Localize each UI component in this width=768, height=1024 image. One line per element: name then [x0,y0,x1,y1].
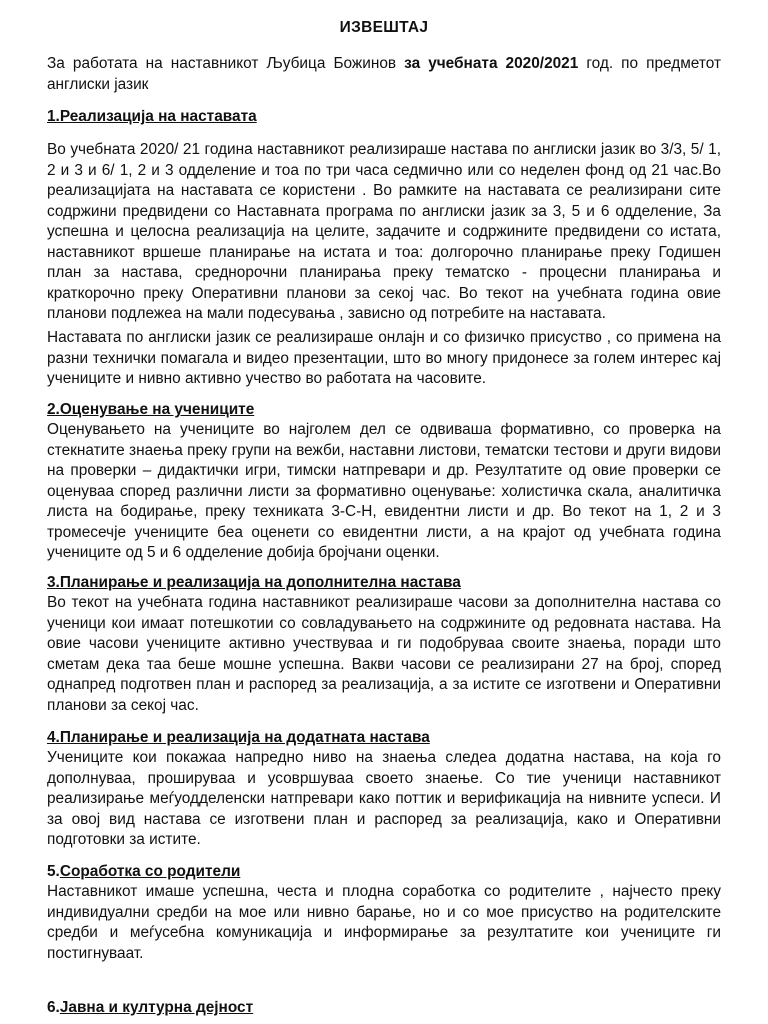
section-6-number: 6. [47,999,60,1016]
section-4-heading: 4.Планирање и реализација на додатната настава [47,729,430,746]
section-1-paragraph-2: Наставата по англиски јазик се реализираше онлајн и со физичко присуство , со примена на разни технички помагала и видео презентации, што во многу придонесе за голем интерес кај учениците и нивно активно учество во работата на часовите. [47,329,721,387]
section-2-heading: 2.Оценување на учениците [47,401,255,418]
section-1-paragraph-1: Во учебната 2020/ 21 година наставникот реализираше настава по англиски јазик во 3/3, 5/ 1, 2 и 3 и 6/ 1, 2 и 3 одделение и тоа по три часа седмично или со неделен фонд од 21 час.Во реализацијата на наставата се користени . Во рамките на наставата се реализирани сите содржини предвидени со Наставната програма по англиски јазик за 3, 5 и 6 одделение, За успешна и целосна реализација на целите, задачите и содржините предвидени со истата, наставникот вршеше планирање на истата и тоа: долгорочно планирање преку Годишен план за настава, среднорочни планирања преку тематско - процесни планирања и краткорочно преку Оперативни планови за секој час. Во текот на учебната година овие планови подлежеа на мали подесувања , зависно од потребите на наставата. [47,141,721,322]
section-6-title: Јавна и културна дејност [59,999,254,1016]
intro-suffix: год. по предметот англиски јазик [47,55,721,93]
section-5-title: Соработка со родители [59,863,241,880]
section-6-heading [47,998,721,1019]
section-5-number: 5. [47,863,60,880]
section-4-paragraph: Учениците кои покажаа напредно ниво на знаења следеа додатна настава, на која го дополнуваа, проширувaa и усовршуваа своето знаење. Со тие ученици наставникот реализирање меѓуодделенски натпревари како поттик и верификација на нивните успеси. И за овој вид настава се изготвени план и распоред за реализација, како и Оперативни подготовки за истите. [47,749,721,848]
intro-school-year: за учебната 2020/2021 [404,55,579,72]
section-3-paragraph: Во текот на учебната година наставникот реализираше часови за дополнителна настава со ученици кои имаат потешкотии со совладувањето на содржините од редовната настава. На овие часови учениците активно учествуваа и ги подобруваа своите знаења, поради што сметам дека таа беше мошне успешна. Вакви часови се реализирани 27 на број, според однапред подготвен план и распоред за реализација, а за истите се изготвени и Оперативни планови за секој час. [47,594,721,714]
intro-paragraph [47,54,721,95]
section-3-heading: 3.Планирање и реализација на дополнителна настава [47,574,461,591]
intro-prefix: За работата на наставникот Љубица Божинов [47,55,405,72]
section-5-paragraph: Наставникот имаше успешна, честа и плодна соработка со родителите , најчесто преку индивидуални средби на мое или нивно барање, но и со мое присуство на родителските средби и меѓусебна комуникација и информирање за резултатите кои учениците ги постигнуваат. [47,883,721,962]
section-5-heading [47,862,721,883]
section-2-paragraph: Оценувањето на учениците во најголем дел се одвиваша формативно, со проверка на стекнатите знаења преку групи на вежби, наставни листови, тематски тестови и други видови на проверки – дидактички игри, тимски натпревари и др. Резултатите од овие проверки се оценуваа според различни листи за формативно оценување: холистичка скала, аналитичка листа на бодирање, преку техниката 3-С-Н, евидентни листи и др. Во текот на 1, 2 и 3 тромесечје учениците беа оценети со евидентни листи, а на крајот од учебната година учениците од 5 и 6 одделение добија бројчани оценки. [47,421,721,561]
section-1-heading: 1.Реализација на наставата [47,108,257,125]
document-title: ИЗВЕШТАЈ [339,19,429,36]
